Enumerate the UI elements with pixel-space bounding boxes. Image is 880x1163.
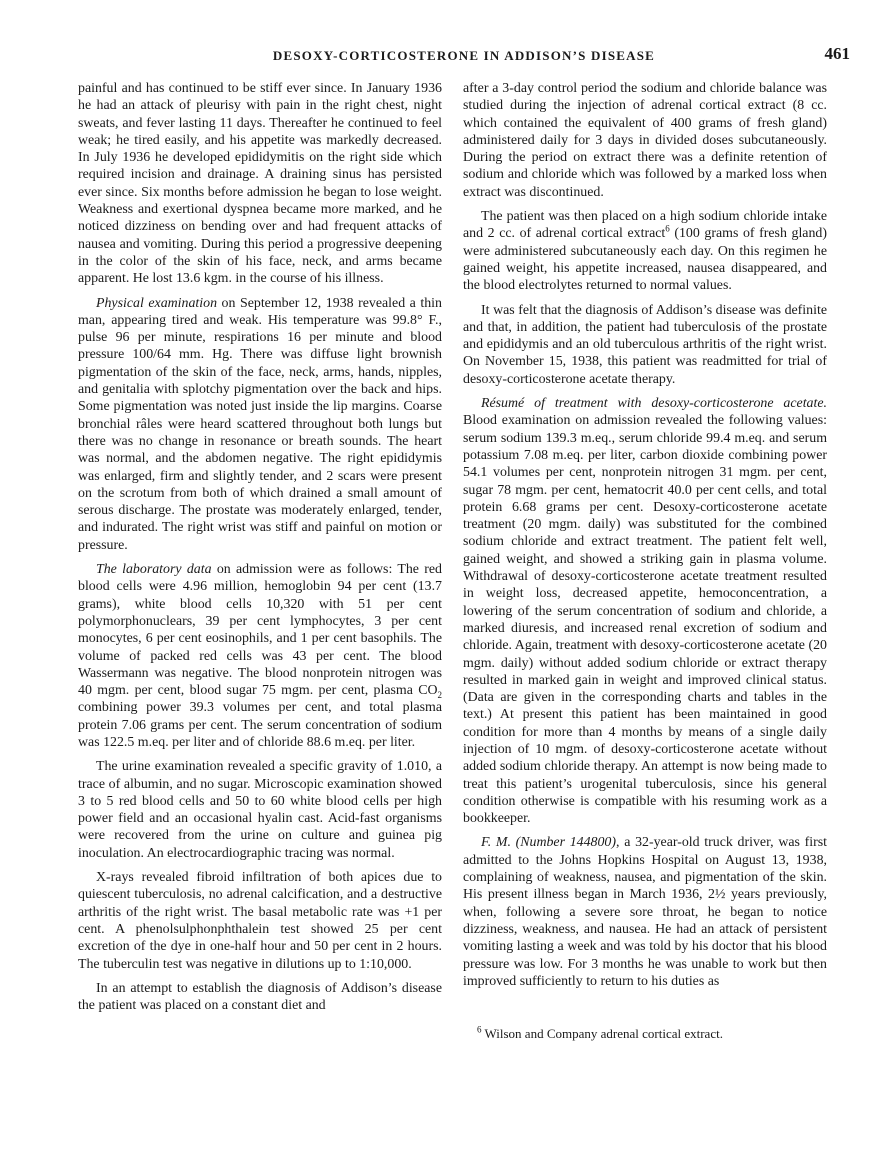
paragraph-case-f-m bbox=[463, 834, 827, 990]
treatment-resume-heading: Résumé of treatment with desoxy-corticosterone acetate. bbox=[481, 396, 827, 412]
paragraph-diagnosis-definite: It was felt that the diagnosis of Addison’s disease was definite and that, in addition, the patient had tuberculosis of the prostate and epididymis and an old tuberculous arthritis of the right wrist. On November 15, 1938, this patient was readmitted for trial of desoxy-corticosterone acetate therapy. bbox=[463, 302, 827, 387]
footnote-text: Wilson and Company adrenal cortical extract. bbox=[481, 1026, 723, 1041]
physical-examination-text: on September 12, 1938 revealed a thin man, appearing tired and weak. His temperature was 99.8° F., pulse 96 per minute, respirations 16 per minute and blood pressure 100/64 mm. Hg. There was diffuse light brownish pigmentation of the skin of the face, neck, arms, hands, nipples, and genitalia with splotchy pigmentation over the back and hips. Some pigmentation was noted just inside the lip margins. Coarse bronchial râles were heard scattered throughout both lungs but there was no change in resonance or breath sounds. The heart was normal, and the abdomen negative. The right epididymis was enlarged, firm and slightly tender, and 2 scars were present on the scrotum from both of which drained a small amount of serous discharge. The prostate was moderately enlarged, tender, and indurated. The right wrist was stiff and painful on motion or pressure. bbox=[78, 295, 442, 553]
laboratory-data-text-b: combining power 39.3 volumes per cent, and total plasma protein 7.06 grams per cent. The serum concentration of sodium was 122.5 m.eq. per liter and of chloride 88.6 m.eq. per liter. bbox=[78, 700, 442, 750]
left-column bbox=[78, 80, 442, 1014]
case-f-m-text: , a 32-year-old truck driver, was first admitted to the Johns Hopkins Hospital on August 13, 1938, complaining of weakness, nausea, and pigmentation of the skin. His present illness began in March 1936, 2½ years previously, when, following a severe sore throat, he began to notice dizziness, weakness, and nausea. He had an attack of persistent vomiting lasting a week and was told by his doctor that his blood pressure was low. For 3 months he was unable to work but then improved sufficiently to return to his duties as bbox=[463, 835, 828, 989]
footnote-marker: 6 bbox=[477, 1024, 482, 1035]
case-f-m-heading: F. M. (Number 144800) bbox=[481, 835, 617, 851]
physical-examination-heading: Physical examination bbox=[96, 295, 218, 311]
footnote-reference-6: 6 bbox=[665, 223, 670, 234]
page-number: 461 bbox=[824, 44, 850, 63]
right-column bbox=[463, 80, 827, 990]
paragraph-urine-examination: The urine examination revealed a specific gravity of 1.010, a trace of albumin, and no sugar. Microscopic examination showed 3 to 5 red blood cells and 50 to 60 white blood cells per high power field and an occasional hyalin cast. Acid-fast organisms were recovered from the urine on culture and guinea pig inoculation. An electrocardiographic tracing was normal. bbox=[78, 759, 442, 861]
laboratory-data-heading: The laboratory data bbox=[96, 562, 212, 578]
treatment-resume-text: Blood examination on admission revealed the following values: serum sodium 139.3 m.eq., serum chloride 99.4 m.eq. and serum potassium 7.08 m.eq. per liter, carbon dioxide combining power 54.1 volumes per cent, nonprotein nitrogen 31 mgm. per cent, sugar 78 mgm. per cent, hematocrit 40.0 per cent cells, and total protein 6.68 grams per cent. Desoxy-corticosterone acetate treatment (20 mgm. daily) was substituted for the combined sodium chloride and extract treatment. The patient felt well, gained weight, and showed a striking gain in plasma volume. Withdrawal of desoxy-corticosterone acetate treatment resulted in weight loss, decreased appetite, hemoconcentration, a lowering of the serum concentration of sodium and chloride, a marked diuresis, and increased renal excretion of sodium and chloride. Again, treatment with desoxy-corticosterone acetate (20 mgm. daily) without added sodium chloride or extract therapy resulted in marked gain in weight and improved clinical status. (Data are given in the corresponding charts and tables in the text.) At present this patient has been maintained in good condition for more than 4 months by means of a single daily injection of 10 mgm. of desoxy-corticosterone acetate without added sodium chloride therapy. An attempt is now being made to treat this patient’s urogenital tuberculosis, since his general condition otherwise is compatible with his resuming work as a bookkeeper. bbox=[463, 413, 827, 827]
paragraph-balance-study: after a 3-day control period the sodium and chloride balance was studied during the injection of adrenal cortical extract (8 cc. which contained the equivalent of 400 grams of fresh gland) administered daily for 3 days in divided doses subcutaneously. During the period on extract there was a definite retention of sodium and chloride which was followed by a marked loss when extract was discontinued. bbox=[463, 81, 827, 200]
page-header bbox=[78, 44, 850, 66]
footnote bbox=[463, 1026, 827, 1042]
paragraph-physical-examination bbox=[78, 295, 442, 554]
running-title: DESOXY-CORTICOSTERONE IN ADDISON’S DISEASE bbox=[272, 48, 656, 63]
paragraph-laboratory-data bbox=[78, 561, 442, 751]
laboratory-data-text-a: on admission were as follows: The red blood cells were 4.96 million, hemoglobin 94 per cent (13.7 grams), white blood cells 10,320 with 51 per cent polymorphonuclears, 39 per cent lymphocytes, 3 per cent monocytes, 6 per cent eosinophils, and 1 per cent basophils. The volume of packed red cells was 43 per cent. The blood Wassermann was negative. The blood nonprotein nitrogen was 40 mgm. per cent, blood sugar 75 mgm. per cent, plasma CO bbox=[78, 562, 442, 699]
high-sodium-text-b: (100 grams of fresh gland) were administered subcutaneously each day. On this regimen he gained weight, his appetite increased, nausea disappeared, and the blood electrolytes returned to normal values. bbox=[463, 226, 827, 294]
paragraph-high-sodium-intake bbox=[463, 208, 827, 294]
paragraph-history-continued: painful and has continued to be stiff ever since. In January 1936 he had an attack of pleurisy with pain in the right chest, night sweats, and fever lasting 11 days. Thereafter he continued to feel weak; he tired easily, and his appetite was markedly decreased. In July 1936 he developed epididymitis on the right side which required incision and drainage. A draining sinus has persisted ever since. Six months before admission he began to lose weight. Weakness and exertional dyspnea became more marked, and he noticed dizziness on bending over and had frequent attacks of nausea and vomiting. During this period a progressive deepening in the color of the skin of his face, neck, and arms became apparent. He lost 13.6 kgm. in the course of his illness. bbox=[78, 81, 442, 287]
paragraph-diagnosis-attempt: In an attempt to establish the diagnosis of Addison’s disease the patient was placed on a constant diet and bbox=[78, 980, 442, 1014]
paragraph-x-rays: X-rays revealed fibroid infiltration of both apices due to quiescent tuberculosis, no adrenal calcification, and a destructive arthritis of the right wrist. The basal metabolic rate was +1 per cent. A phenolsulphonphthalein test showed 25 per cent excretion of the dye in one-half hour and 50 per cent in 2 hours. The tuberculin test was negative in dilutions up to 1:10,000. bbox=[78, 870, 442, 972]
high-sodium-text-a: The patient was then placed on a high sodium chloride intake and 2 cc. of adrenal cortical extract bbox=[463, 209, 827, 242]
paragraph-treatment-resume bbox=[463, 395, 827, 827]
co2-subscript: 2 bbox=[437, 689, 442, 700]
